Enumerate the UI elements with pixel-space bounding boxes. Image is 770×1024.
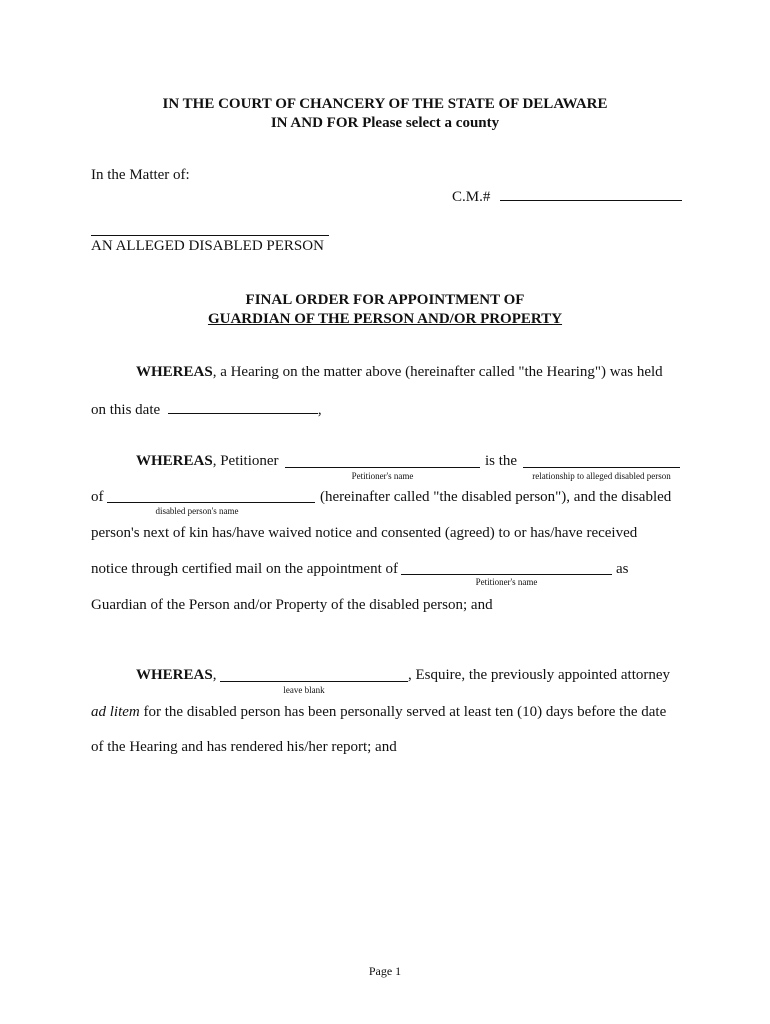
county-heading <box>0 114 770 132</box>
petitioner-label: , Petitioner <box>212 453 279 469</box>
caption-relationship: relationship to alleged disabled person <box>532 471 671 481</box>
relationship-field[interactable] <box>523 467 680 468</box>
county-select[interactable]: IN AND FOR Please select a county <box>270 115 500 131</box>
alleged-disabled-person-label: AN ALLEGED DISABLED PERSON <box>91 238 324 254</box>
petitioner-name-field[interactable] <box>285 467 480 468</box>
para1-date-label: on this date <box>91 402 161 418</box>
appointed-petitioner-field[interactable] <box>401 574 612 575</box>
hearing-date-field[interactable] <box>168 399 318 414</box>
cm-label: C.M.# <box>452 189 491 205</box>
caption-petitioner-name: Petitioner's name <box>351 471 414 481</box>
para3-whereas-wrap <box>136 666 216 684</box>
of-label: of <box>91 489 104 505</box>
esquire-text: , Esquire, the previously appointed attorney <box>408 667 671 683</box>
order-title-line1: FINAL ORDER FOR APPOINTMENT OF <box>245 292 525 308</box>
case-number-field[interactable] <box>500 186 682 201</box>
page-number: Page 1 <box>368 964 402 978</box>
para1-text-a: , a Hearing on the matter above (hereinafter called "the Hearing") was held <box>212 364 663 380</box>
para2-line5: Guardian of the Person and/or Property of the disabled person; and <box>91 597 493 613</box>
para1-line1 <box>136 363 663 381</box>
caption-leave-blank: leave blank <box>283 685 325 695</box>
caption-disabled-person: disabled person's name <box>155 506 239 516</box>
is-the-label: is the <box>485 453 518 469</box>
para3-line3: of the Hearing and has rendered his/her report; and <box>91 739 397 755</box>
court-heading: IN THE COURT OF CHANCERY OF THE STATE OF DELAWARE <box>162 96 608 112</box>
case-number-row <box>452 186 682 206</box>
attorney-name-field[interactable] <box>220 681 408 682</box>
para3-comma: , <box>212 667 217 683</box>
matter-label: In the Matter of: <box>91 167 190 183</box>
para2-line4a: notice through certified mail on the appointment of <box>91 561 398 577</box>
caption-petitioner-name-2: Petitioner's name <box>475 577 538 587</box>
whereas-3: WHEREAS <box>136 667 213 683</box>
para1-date-comma: , <box>317 402 322 418</box>
para3-line2-text: for the disabled person has been personally served at least ten (10) days before the date <box>139 704 667 720</box>
ad-litem: ad litem <box>91 704 140 720</box>
order-title-line2: GUARDIAN OF THE PERSON AND/OR PROPERTY <box>207 311 563 327</box>
para3-line2 <box>91 703 666 721</box>
disabled-person-field[interactable] <box>107 502 315 503</box>
para2-line4b: as <box>616 561 629 577</box>
whereas-2: WHEREAS <box>136 453 213 469</box>
whereas-1: WHEREAS <box>136 364 213 380</box>
hereinafter-text: (hereinafter called "the disabled person"), and the disabled <box>320 489 672 505</box>
disabled-person-name-field[interactable] <box>91 235 329 236</box>
para1-line2 <box>91 399 322 419</box>
para2-line3: person's next of kin has/have waived notice and consented (agreed) to or has/have received <box>91 525 638 541</box>
para2-line1 <box>136 452 279 470</box>
